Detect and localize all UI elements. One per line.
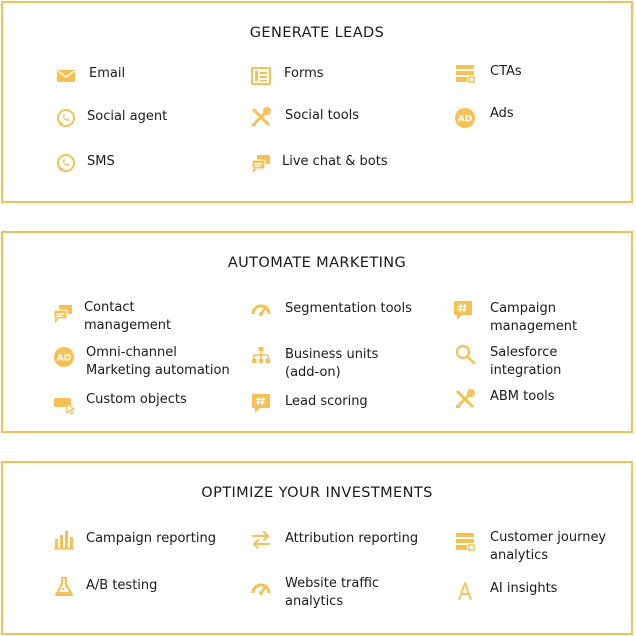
section-title: OPTIMIZE YOUR INVESTMENTS [201, 485, 433, 501]
feature-email [55, 65, 125, 87]
cursor-click-icon [53, 393, 75, 415]
gauge-icon [250, 299, 272, 321]
chat-bubbles-icon [52, 303, 74, 325]
feature-label: Attribution reporting [285, 531, 419, 546]
gauge-icon [250, 578, 272, 600]
flask-icon [53, 576, 75, 598]
magnifier-icon [454, 343, 476, 365]
feature-label: Business units (add-on) [285, 347, 379, 380]
feature-label: Social tools [285, 108, 360, 123]
svg-text:AD: AD [457, 114, 473, 125]
feature-label: Campaign management [490, 301, 578, 334]
feature-label: CTAs [490, 64, 522, 79]
feature-social-tools [250, 106, 359, 128]
feature-label: Ads [490, 106, 514, 121]
feature-sms [55, 152, 115, 174]
feature-label: ABM tools [490, 389, 555, 404]
tools-icon [454, 388, 476, 410]
hashtag-bubble-icon [250, 392, 272, 414]
feature-label: AI insights [490, 581, 558, 596]
svg-text:AD: AD [56, 353, 72, 364]
feature-campaign-reporting [53, 529, 216, 551]
feature-live-chat [250, 153, 388, 175]
feature-label: Campaign reporting [86, 531, 216, 546]
feature-label: Contact management [84, 300, 172, 333]
hashtag-bubble-icon [452, 299, 474, 321]
org-chart-icon [250, 345, 272, 367]
tools-icon [250, 106, 272, 128]
section-title: AUTOMATE MARKETING [227, 255, 407, 271]
feature-label: Live chat & bots [282, 154, 388, 169]
feature-label: Social agent [87, 109, 168, 124]
feature-contact-management [52, 300, 172, 335]
swap-arrows-icon [250, 529, 272, 551]
feature-label: Custom objects [86, 392, 187, 407]
feature-forms [250, 65, 324, 87]
feature-label: Forms [284, 66, 324, 81]
feature-label: Segmentation tools [285, 301, 412, 316]
feature-label: Salesforce integration [490, 345, 562, 378]
feature-ctas [454, 63, 522, 85]
cta-layout-icon [454, 63, 476, 85]
generate-leads-card [1, 1, 633, 203]
automate-marketing-card [1, 231, 633, 433]
whatsapp-icon [55, 107, 77, 129]
ad-badge-icon [53, 346, 75, 368]
feature-label: Customer journey analytics [490, 530, 607, 563]
cta-layout-icon [454, 531, 476, 553]
feature-salesforce-integration [454, 343, 561, 380]
feature-attribution-reporting [250, 529, 418, 551]
feature-label: SMS [87, 154, 115, 169]
envelope-icon [55, 65, 77, 87]
feature-social-agent [55, 107, 167, 129]
bar-chart-icon [53, 529, 75, 551]
feature-custom-objects [53, 393, 187, 415]
feature-ab-testing [53, 576, 157, 598]
optimize-investments-card [1, 461, 633, 635]
feature-omni-channel [53, 346, 230, 380]
chat-bubbles-icon [250, 153, 272, 175]
feature-segmentation-tools [250, 299, 412, 321]
feature-label: A/B testing [86, 578, 158, 593]
feature-ads [454, 107, 514, 129]
feature-website-traffic [250, 578, 379, 611]
feature-campaign-management [452, 299, 577, 336]
feature-ai-insights [454, 580, 557, 602]
feature-lead-scoring [250, 392, 368, 414]
feature-label: Omni-channel Marketing automation [86, 345, 230, 378]
sms-icon [55, 152, 77, 174]
feature-label: Website traffic analytics [285, 576, 380, 609]
feature-label: Lead scoring [285, 394, 368, 409]
letter-a-icon [454, 580, 476, 602]
form-icon [250, 65, 272, 87]
ad-badge-icon [454, 107, 476, 129]
feature-business-units [250, 345, 378, 382]
feature-label: Email [89, 66, 126, 81]
feature-abm-tools [454, 388, 555, 410]
section-title: GENERATE LEADS [249, 25, 385, 41]
feature-customer-journey [454, 531, 606, 565]
